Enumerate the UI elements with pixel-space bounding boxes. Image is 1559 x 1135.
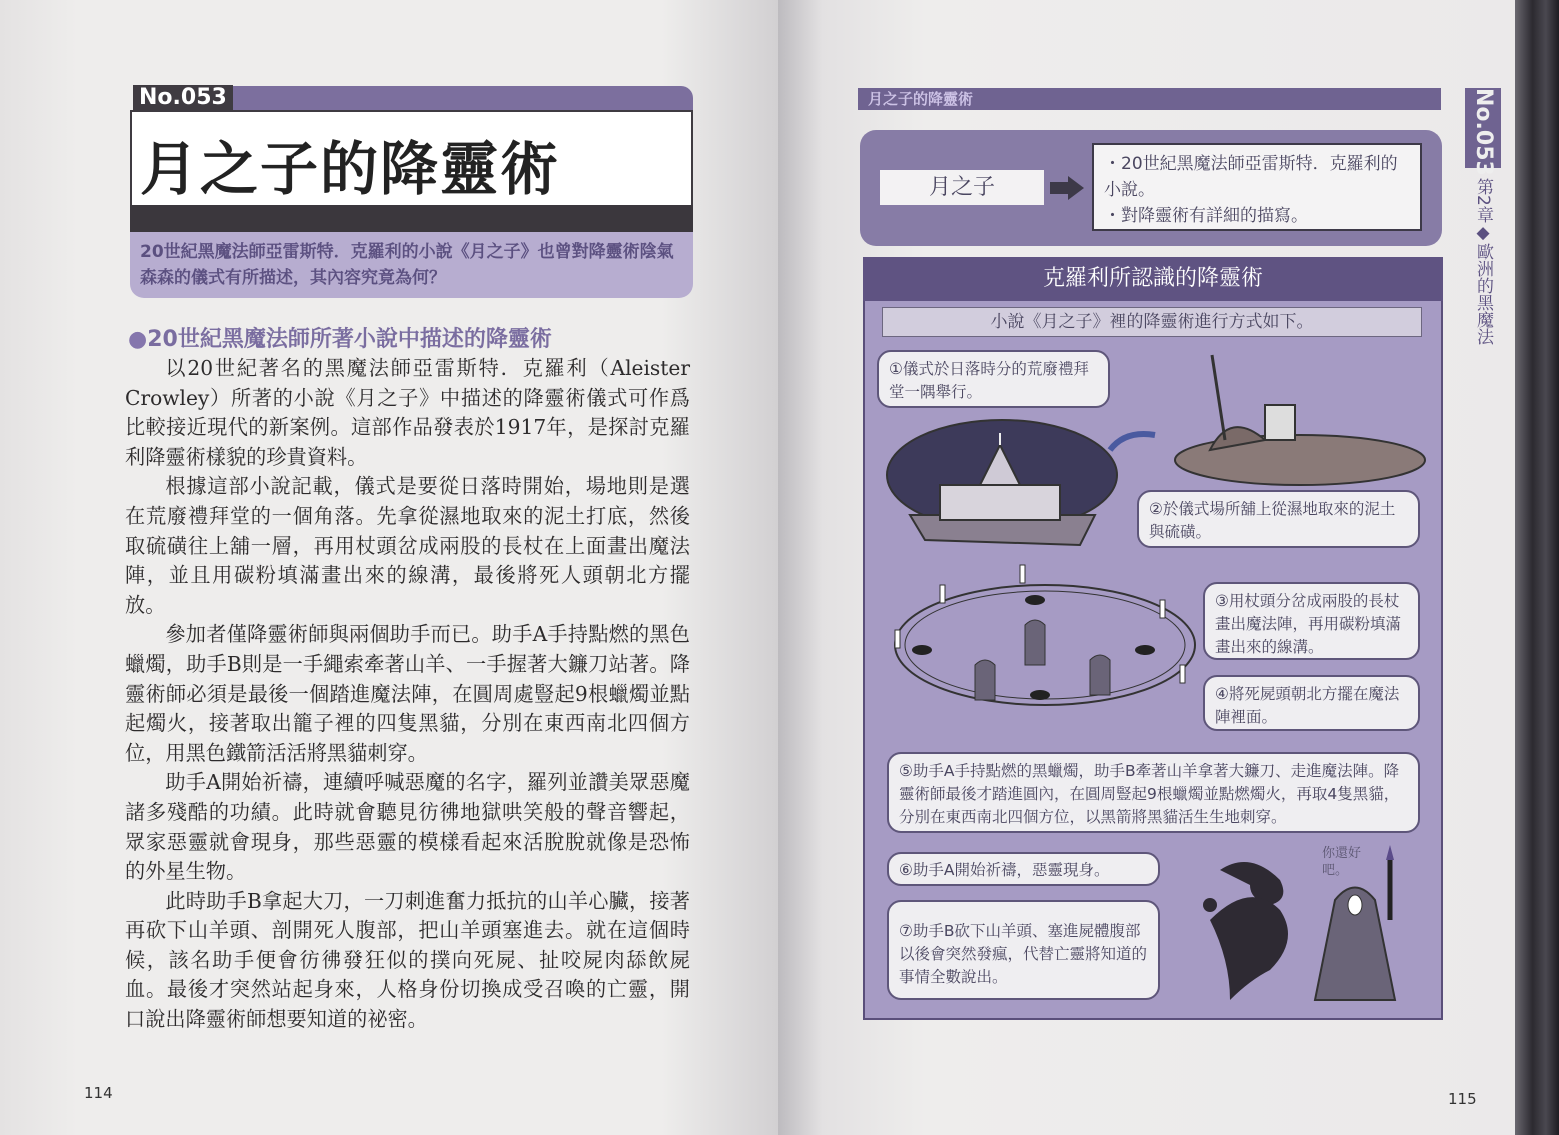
summary-points: [1092, 143, 1422, 231]
speech-text: 你還好吧。: [1322, 846, 1362, 878]
step-7: ⑦助手B砍下山羊頭、塞進屍體腹部以後會突然發瘋，代替亡靈將知道的事情全數說出。: [887, 900, 1160, 1000]
church-illustration: [887, 420, 1117, 545]
side-tab-chapter: 第2章◆歐洲的黑魔法: [1473, 178, 1493, 345]
body-text: [125, 354, 690, 1035]
arrow-right-icon: [1050, 176, 1084, 200]
panel-intro-scroll: 小說《月之子》裡的降靈術進行方式如下。: [882, 307, 1422, 337]
section-heading-text: 20世紀黑魔法師所著小說中描述的降靈術: [147, 327, 552, 352]
step-6: ⑥助手A開始祈禱，惡靈現身。: [887, 852, 1160, 886]
bullet-icon: ●: [128, 327, 148, 352]
summary-point: ・20世紀黑魔法師亞雷斯特．克羅利的小說。: [1104, 154, 1398, 200]
entry-number-badge: No.053: [133, 85, 233, 111]
step-4: ④將死屍頭朝北方擺在魔法陣裡面。: [1203, 675, 1420, 731]
curved-arrow-icon: [1110, 434, 1155, 450]
step-2: ②於儀式場所舖上從濕地取來的泥土與硫磺。: [1137, 490, 1420, 548]
section-heading: [128, 322, 552, 353]
summary-box: 20世紀黑魔法師亞雷斯特．克羅利的小說《月之子》也曾對降靈術陰氣森森的儀式有所描述，其內容究竟為何？: [130, 232, 693, 298]
page-number-right: 115: [1448, 1090, 1477, 1108]
page-number-left: 114: [84, 1084, 113, 1102]
step-1: ①儀式於日落時分的荒廢禮拜堂一隅舉行。: [877, 350, 1110, 408]
mud-pile-illustration: [1175, 355, 1425, 485]
paragraph: 助手A開始祈禱，連續呼喊惡魔的名字，羅列並讚美眾惡魔諸多殘酷的功績。此時就會聽見彷彿地獄哄笑般的聲音響起，眾家惡靈就會現身，那些惡靈的模樣看起來活脫脫就像是恐怖的外星生物。: [125, 770, 690, 884]
side-tab-number: No.053: [1465, 88, 1501, 168]
magic-circle-illustration: [895, 565, 1195, 705]
paragraph: 參加者僅降靈術師與兩個助手而已。助手A手持點燃的黑色蠟燭，助手B則是一手繩索牽著山羊、一手握著大鐮刀站著。降靈術師必須是最後一個踏進魔法陣，在圓周處豎起9根蠟燭並點起燭火，接著取出籠子裡的四隻黑貓，分別在東西南北四個方位，用黑色鐵箭活活將黑貓刺穿。: [125, 622, 690, 765]
paragraph: 根據這部小說記載，儀式是要從日落時開始，場地則是選在荒廢禮拜堂的一個角落。先拿從濕地取來的泥土打底，然後取硫磺往上舖一層，再用杖頭岔成兩股的長杖在上面畫出魔法陣，並且用碳粉填滿畫出來的線溝，最後將死人頭朝北方擺放。: [125, 474, 690, 617]
ritual-illustration: [880, 345, 1440, 845]
step-5: ⑤助手A手持點燃的黑蠟燭，助手B牽著山羊拿著大鐮刀、走進魔法陣。降靈術師最後才踏進圓內，在圓周豎起9根蠟燭並點燃燭火，再取4隻黑貓，分別在東西南北四個方位，以黑箭將黑貓活生生地刺穿。: [887, 752, 1420, 833]
step-3: ③用杖頭分岔成兩股的長杖畫出魔法陣，再用碳粉填滿畫出來的線溝。: [1203, 582, 1420, 660]
paragraph: 此時助手B拿起大刀，一刀刺進奮力抵抗的山羊心臟，接著再砍下山羊頭、剖開死人腹部，把山羊頭塞進去。就在這個時候，該名助手便會彷彿發狂似的撲向死屍、扯咬屍肉舔飲屍血。最後才突然站起身來，人格身份切換成受召喚的亡靈，開口說出降靈術師想要知道的祕密。: [125, 888, 690, 1032]
panel-title: 克羅利所認識的降靈術: [863, 257, 1443, 301]
right-header-bar: 月之子的降靈術: [858, 88, 1441, 110]
book-edge: [1515, 0, 1559, 1135]
summary-label: 月之子: [880, 170, 1044, 205]
title-top-bar: [233, 86, 693, 110]
paragraph: 以20世紀著名的黑魔法師亞雷斯特．克羅利（Aleister Crowley）所著的小說《月之子》中描述的降靈術儀式可作爲比較接近現代的新案例。這部作品發表於1917年，是探討克羅利降靈術樣貌的珍貴資料。: [125, 356, 690, 469]
title-band: [130, 205, 693, 233]
summary-point: ・對降靈術有詳細的描寫。: [1104, 206, 1308, 226]
page-title: 月之子的降靈術: [140, 135, 561, 203]
